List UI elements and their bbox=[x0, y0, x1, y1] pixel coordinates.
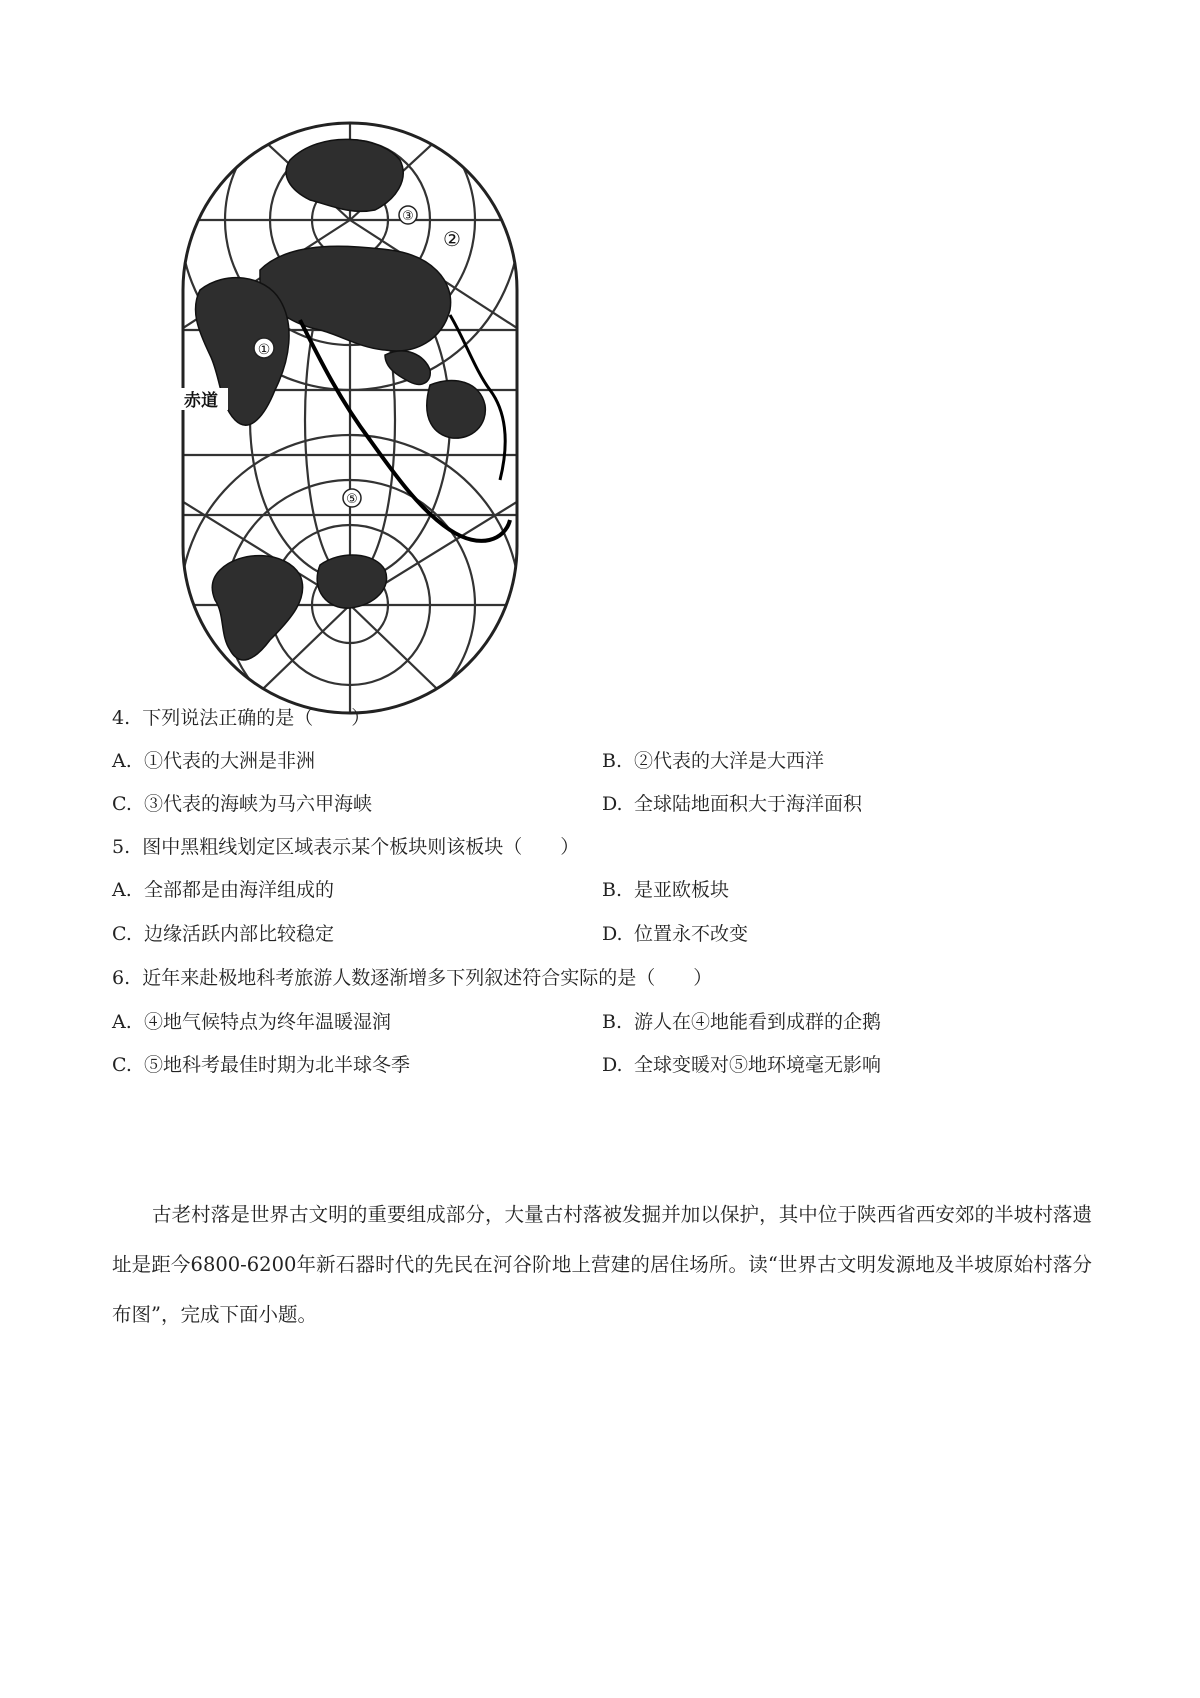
equator-label: 赤道 bbox=[184, 391, 218, 411]
question-6-option-c: C. ⑤地科考最佳时期为北半球冬季 bbox=[112, 1054, 411, 1076]
marker-3: ③ bbox=[402, 209, 414, 224]
question-4-option-b: B. ②代表的大洋是大西洋 bbox=[602, 750, 825, 772]
marker-2: ② bbox=[443, 227, 461, 251]
question-5-option-a: A. 全部都是由海洋组成的 bbox=[112, 879, 335, 901]
world-map-figure bbox=[180, 120, 570, 720]
question-4-stem: 4. 下列说法正确的是（ ） bbox=[112, 707, 371, 729]
question-4-option-d: D. 全球陆地面积大于海洋面积 bbox=[602, 793, 863, 815]
question-6-option-b: B. 游人在④地能看到成群的企鹅 bbox=[602, 1011, 882, 1033]
reading-passage: 古老村落是世界古文明的重要组成部分，大量古村落被发掘并加以保护，其中位于陕西省西安郊的半坡村落遗址是距今6800-6200年新石器时代的先民在河谷阶地上营建的居住场所。读“世界古文明发源地及半坡原始村落分布图”，完成下面小题。 bbox=[112, 1203, 1092, 1326]
question-4-option-a: A. ①代表的大洲是非洲 bbox=[112, 750, 316, 772]
question-6-stem: 6. 近年来赴极地科考旅游人数逐渐增多下列叙述符合实际的是（ ） bbox=[112, 967, 713, 989]
marker-1: ① bbox=[257, 342, 271, 358]
question-5-stem: 5. 图中黑粗线划定区域表示某个板块则该板块（ ） bbox=[112, 836, 580, 858]
question-6-option-d: D. 全球变暖对⑤地环境毫无影响 bbox=[602, 1054, 882, 1076]
question-5-option-d: D. 位置永不改变 bbox=[602, 923, 749, 945]
question-6-option-a: A. ④地气候特点为终年温暖湿润 bbox=[112, 1011, 392, 1033]
question-4-option-c: C. ③代表的海峡为马六甲海峡 bbox=[112, 793, 373, 815]
question-5-option-c: C. 边缘活跃内部比较稳定 bbox=[112, 923, 335, 945]
marker-5: ⑤ bbox=[346, 492, 358, 507]
question-5-option-b: B. 是亚欧板块 bbox=[602, 879, 730, 901]
